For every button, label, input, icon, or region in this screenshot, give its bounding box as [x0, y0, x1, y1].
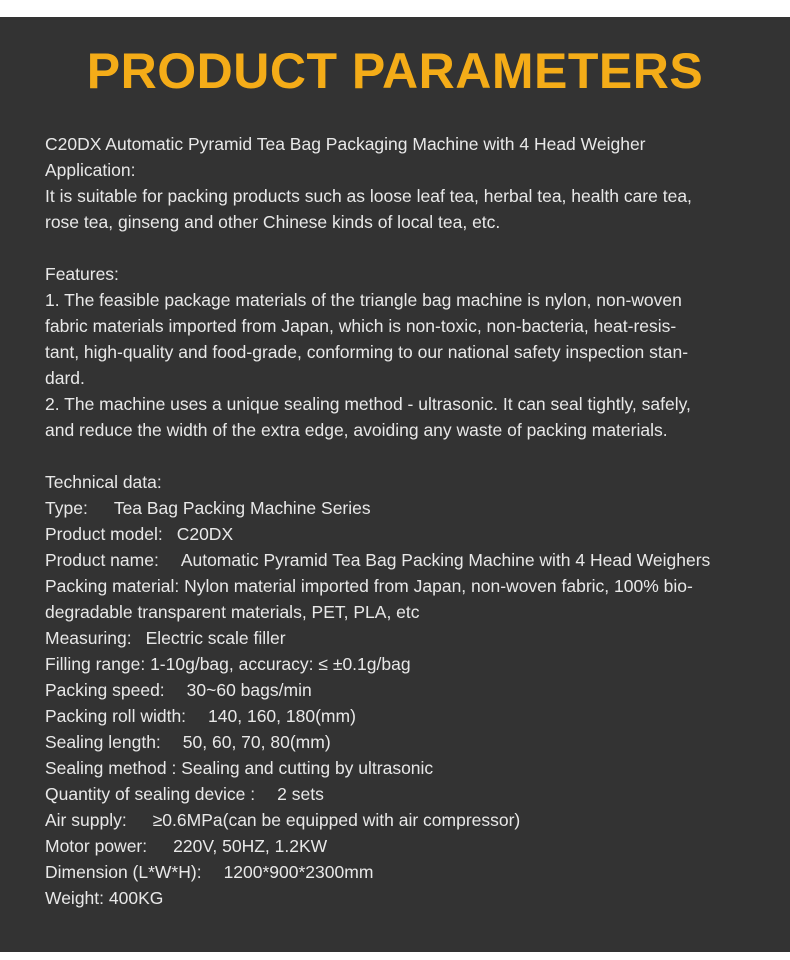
spec-row-speed [45, 677, 745, 703]
spec-value: ≥0.6MPa(can be equipped with air compressor) [152, 810, 521, 830]
technical-label: Technical data: [45, 472, 162, 492]
spec-key: Air supply: [45, 810, 127, 830]
features-label: Features: [45, 264, 119, 284]
spec-key: Product model: [45, 524, 163, 544]
spec-value: 220V, 50HZ, 1.2KW [173, 836, 328, 856]
spec-value: 50, 60, 70, 80(mm) [182, 732, 331, 752]
spec-row-air-supply [45, 807, 745, 833]
application-label: Application: [45, 160, 136, 180]
spec-key: Weight: [45, 888, 105, 908]
spec-value: Nylon material imported from Japan, non-woven fabric, 100% bio- [184, 576, 693, 596]
spec-row-motor-power [45, 833, 745, 859]
spec-key: Measuring: [45, 628, 132, 648]
spec-row-material [45, 573, 745, 599]
spec-row-filling [45, 651, 745, 677]
spec-value: C20DX [176, 524, 234, 544]
spec-row-dimension [45, 859, 745, 885]
spec-key: Packing material: [45, 576, 180, 596]
spec-row-sealing-method [45, 755, 745, 781]
spec-key: Sealing length: [45, 732, 161, 752]
spec-value: Automatic Pyramid Tea Bag Packing Machine with 4 Head Weighers [180, 550, 711, 570]
features-line: 1. The feasible package materials of the triangle bag machine is nylon, non-woven [45, 290, 682, 310]
spec-key: Motor power: [45, 836, 148, 856]
spec-row-type [45, 495, 745, 521]
spec-row-sealing-length [45, 729, 745, 755]
spec-row-model [45, 521, 745, 547]
spec-value: 30~60 bags/min [186, 680, 312, 700]
spec-value: Tea Bag Packing Machine Series [113, 498, 371, 518]
spec-row-material-cont [45, 599, 745, 625]
spec-key: Packing speed: [45, 680, 165, 700]
features-line: tant, high-quality and food-grade, conforming to our national safety inspection stan- [45, 342, 689, 362]
spec-value: Electric scale filler [145, 628, 286, 648]
features-line: dard. [45, 368, 85, 388]
spec-row-roll-width [45, 703, 745, 729]
features-line: and reduce the width of the extra edge, avoiding any waste of packing materials. [45, 420, 668, 440]
spec-value: 140, 160, 180(mm) [208, 706, 356, 726]
spec-key: Packing roll width: [45, 706, 187, 726]
spec-value: 2 sets [277, 784, 324, 804]
spec-value: 1-10g/bag, accuracy: ≤ ±0.1g/bag [150, 654, 411, 674]
product-description [45, 131, 745, 911]
spec-value: Sealing and cutting by ultrasonic [181, 758, 434, 778]
features-line: 2. The machine uses a unique sealing method - ultrasonic. It can seal tightly, safely, [45, 394, 691, 414]
spec-row-weight [45, 885, 745, 911]
spec-key: Filling range: [45, 654, 146, 674]
application-text-2: rose tea, ginseng and other Chinese kinds of local tea, etc. [45, 212, 501, 232]
spec-key: Type: [45, 498, 88, 518]
spec-row-sealing-qty [45, 781, 745, 807]
intro-heading: C20DX Automatic Pyramid Tea Bag Packaging Machine with 4 Head Weigher [45, 134, 646, 154]
spec-row-measuring [45, 625, 745, 651]
features-line: fabric materials imported from Japan, which is non-toxic, non-bacteria, heat-resis- [45, 316, 677, 336]
spec-key: Sealing method : [45, 758, 177, 778]
application-text-1: It is suitable for packing products such as loose leaf tea, herbal tea, health care tea, [45, 186, 692, 206]
spec-key: Dimension (L*W*H): [45, 862, 202, 882]
spec-value: 400KG [108, 888, 164, 908]
spec-value: degradable transparent materials, PET, PLA, etc [45, 602, 420, 622]
spec-key: Quantity of sealing device : [45, 784, 256, 804]
page-title: PRODUCT PARAMETERS [86, 43, 704, 99]
spec-value: 1200*900*2300mm [223, 862, 374, 882]
spec-key: Product name: [45, 550, 159, 570]
spec-row-name [45, 547, 745, 573]
